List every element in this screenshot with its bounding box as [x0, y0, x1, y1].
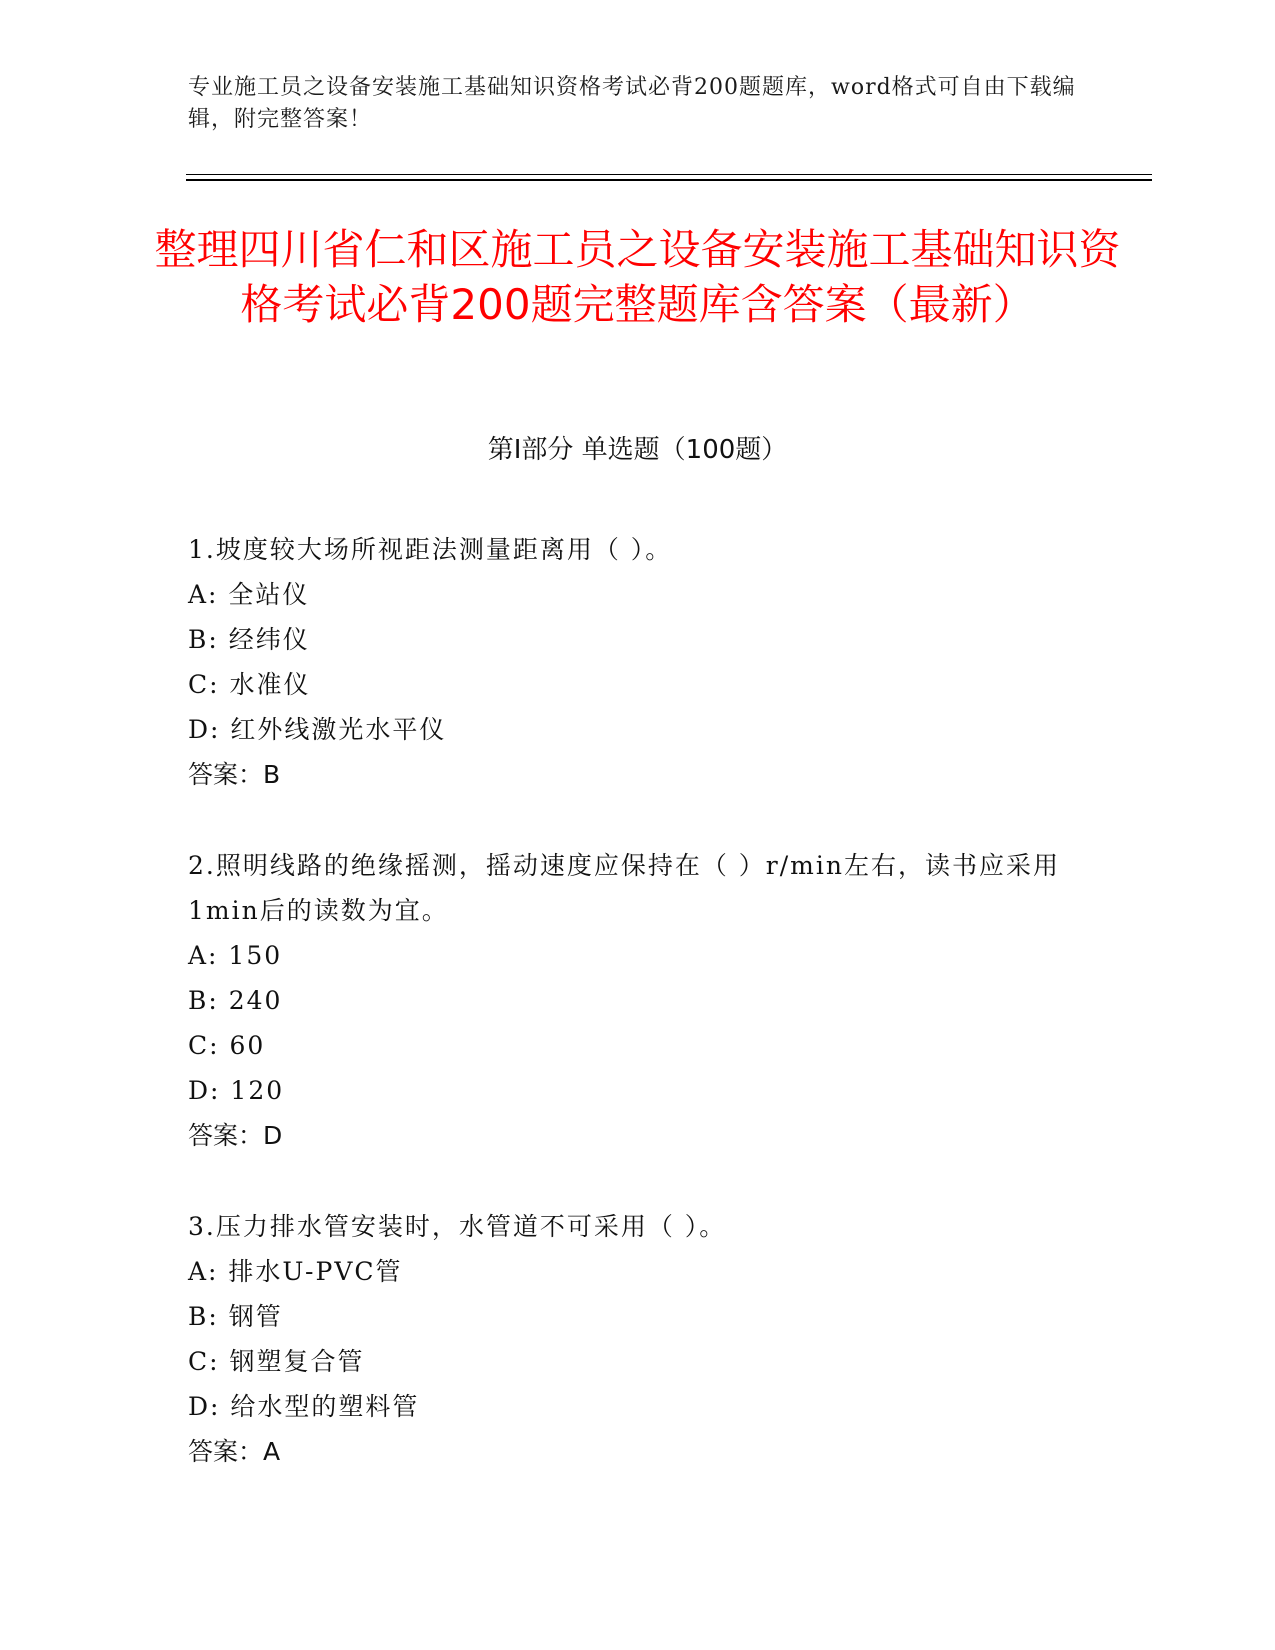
question-stem: 2.照明线路的绝缘摇测，摇动速度应保持在（ ）r/min左右，读书应采用1min后的读数为宜。	[188, 851, 1060, 925]
question-3	[188, 1204, 1088, 1474]
answer-line: 答案：B	[188, 760, 281, 789]
header-note: 专业施工员之设备安装施工基础知识资格考试必背200题题库，word格式可自由下载编辑，附完整答案！	[188, 75, 1076, 132]
header-divider-thin	[186, 174, 1152, 175]
question-1	[188, 527, 1088, 797]
answer-line: 答案：D	[188, 1121, 283, 1150]
document-title: 整理四川省仁和区施工员之设备安装施工基础知识资格考试必背200题完整题库含答案（最新）	[154, 225, 1121, 329]
option-c: C: 60	[188, 1031, 266, 1060]
option-a: A: 150	[188, 941, 283, 970]
header-divider-thick	[186, 179, 1152, 181]
question-stem: 1.坡度较大场所视距法测量距离用（ ）。	[188, 535, 673, 564]
question-list	[188, 527, 1088, 1520]
option-b: B: 240	[188, 986, 283, 1015]
option-c: C: 水准仪	[188, 670, 311, 699]
option-b: B: 钢管	[188, 1302, 283, 1331]
option-a: A: 排水U-PVC管	[188, 1257, 403, 1286]
question-2	[188, 843, 1088, 1158]
option-b: B: 经纬仪	[188, 625, 310, 654]
answer-line: 答案：A	[188, 1437, 281, 1466]
question-stem: 3.压力排水管安装时，水管道不可采用（ ）。	[188, 1212, 727, 1241]
section-heading: 第I部分 单选题（100题）	[487, 435, 788, 465]
option-c: C: 钢塑复合管	[188, 1347, 365, 1376]
option-d: D: 120	[188, 1076, 285, 1105]
option-d: D: 红外线激光水平仪	[188, 715, 447, 744]
option-d: D: 给水型的塑料管	[188, 1392, 420, 1421]
option-a: A: 全站仪	[188, 580, 310, 609]
